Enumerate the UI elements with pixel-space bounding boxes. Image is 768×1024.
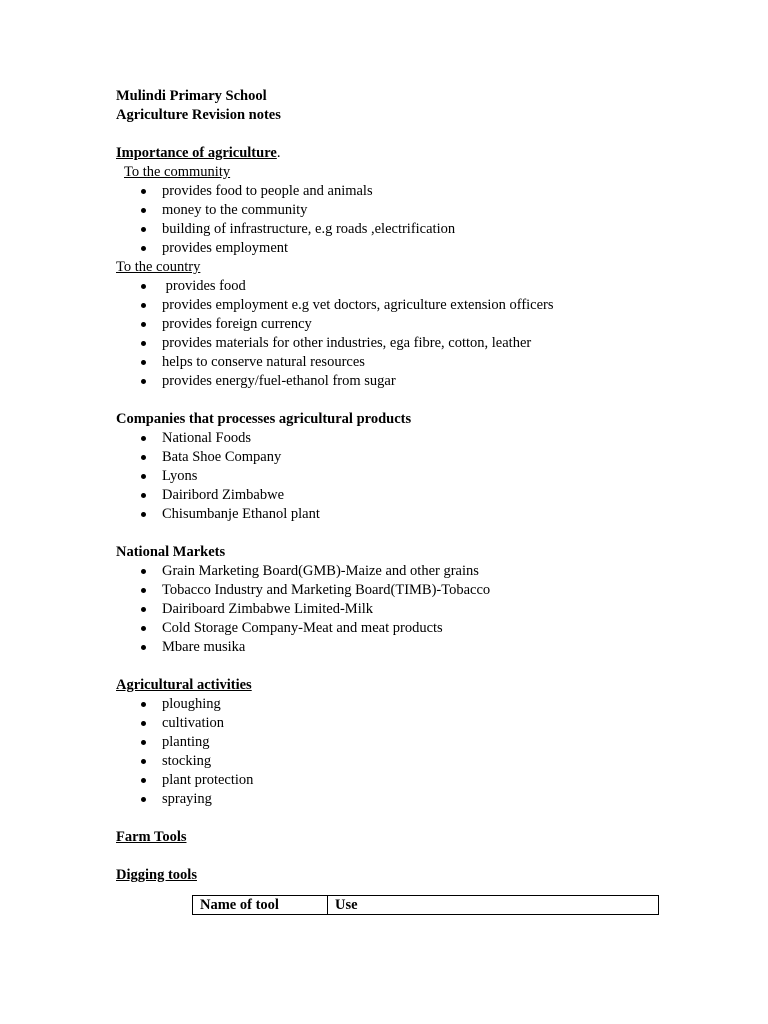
importance-heading-suffix: .: [276, 145, 281, 161]
list-item: stocking: [116, 752, 716, 771]
document-title: Agriculture Revision notes: [116, 107, 281, 123]
list-item: provides food to people and animals: [116, 182, 716, 201]
companies-heading: Companies that processes agricultural products: [116, 411, 412, 427]
country-label: To the country: [116, 259, 201, 275]
school-name: Mulindi Primary School: [116, 88, 267, 104]
activities-heading: Agricultural activities: [116, 677, 252, 693]
list-item: Cold Storage Company-Meat and meat products: [116, 619, 716, 638]
spacer: [116, 125, 716, 144]
list-item: Dairiboard Zimbabwe Limited-Milk: [116, 600, 716, 619]
companies-list: [116, 429, 716, 524]
spacer: [116, 847, 716, 866]
activities-heading-line: [116, 676, 716, 695]
spacer: [116, 809, 716, 828]
table-header-use: Use: [328, 896, 659, 915]
list-item: Chisumbanje Ethanol plant: [116, 505, 716, 524]
list-item: Dairibord Zimbabwe: [116, 486, 716, 505]
table-header-row: [193, 896, 659, 915]
list-item: Bata Shoe Company: [116, 448, 716, 467]
list-item: cultivation: [116, 714, 716, 733]
country-list: [116, 277, 716, 391]
list-item: provides employment e.g vet doctors, agriculture extension officers: [116, 296, 716, 315]
table-header-name: Name of tool: [193, 896, 328, 915]
list-item: Grain Marketing Board(GMB)-Maize and other grains: [116, 562, 716, 581]
list-item: provides foreign currency: [116, 315, 716, 334]
importance-heading-line: [116, 144, 716, 163]
document-content: [116, 87, 716, 915]
list-item: National Foods: [116, 429, 716, 448]
farm-tools-heading: Farm Tools: [116, 829, 187, 845]
list-item: provides food: [116, 277, 716, 296]
digging-tools-heading-line: [116, 866, 716, 885]
farm-tools-heading-line: [116, 828, 716, 847]
list-item: helps to conserve natural resources: [116, 353, 716, 372]
spacer: [116, 657, 716, 676]
spacer: [116, 391, 716, 410]
list-item: provides energy/fuel-ethanol from sugar: [116, 372, 716, 391]
list-item: building of infrastructure, e.g roads ,electrification: [116, 220, 716, 239]
importance-heading: Importance of agriculture: [116, 145, 277, 161]
spacer: [116, 524, 716, 543]
digging-tools-table: [192, 895, 659, 915]
community-list: [116, 182, 716, 258]
list-item: Lyons: [116, 467, 716, 486]
list-item: Mbare musika: [116, 638, 716, 657]
markets-heading: National Markets: [116, 544, 226, 560]
list-item: provides employment: [116, 239, 716, 258]
community-label-line: [116, 163, 716, 182]
list-item: ploughing: [116, 695, 716, 714]
markets-list: [116, 562, 716, 657]
list-item: spraying: [116, 790, 716, 809]
country-label-line: [116, 258, 716, 277]
list-item: provides materials for other industries, ega fibre, cotton, leather: [116, 334, 716, 353]
list-item: planting: [116, 733, 716, 752]
list-item: money to the community: [116, 201, 716, 220]
list-item: Tobacco Industry and Marketing Board(TIMB)-Tobacco: [116, 581, 716, 600]
list-item: plant protection: [116, 771, 716, 790]
activities-list: [116, 695, 716, 809]
community-label: To the community: [124, 164, 231, 180]
digging-tools-heading: Digging tools: [116, 867, 197, 883]
